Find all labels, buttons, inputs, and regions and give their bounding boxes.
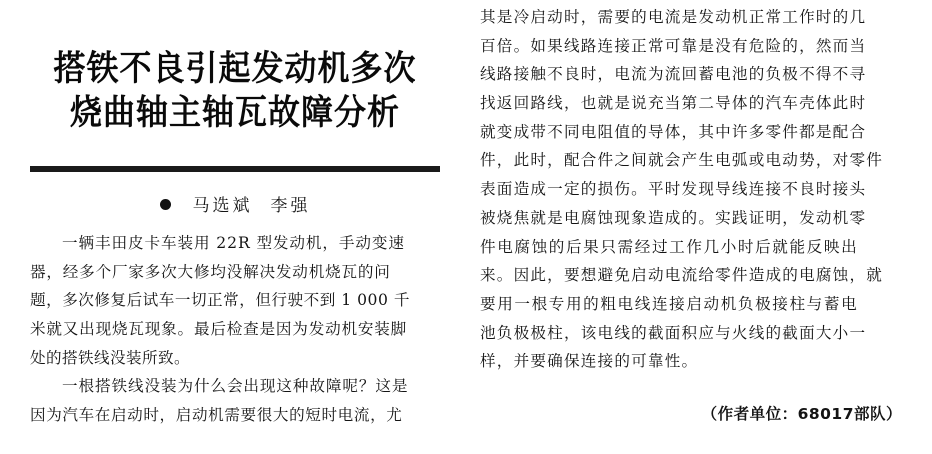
text-line: 表面造成一定的损伤。平时发现导线连接不良时接头: [480, 180, 867, 199]
text-line: 一辆丰田皮卡车装用 22R 型发动机，手动变速: [62, 234, 405, 252]
title-rule: [30, 166, 440, 172]
text-line: 米就又出现烧瓦现象。最后检查是因为发动机安装脚: [30, 320, 408, 339]
author-name: 李强: [270, 196, 311, 216]
text-line: 线路接触不良时，电流为流回蓄电池的负极不得不寻: [480, 65, 867, 84]
author-line: [30, 193, 440, 219]
bullet-icon: [160, 199, 171, 210]
text-line: 百倍。如果线路连接正常可靠是没有危险的，然而当: [480, 36, 867, 55]
text-line: 被烧焦就是电腐蚀现象造成的。实践证明，发动机零: [480, 208, 867, 227]
text-line: 处的搭铁线没装所致。: [30, 348, 190, 367]
left-column: [30, 0, 440, 454]
author-name: 马选斌: [192, 196, 253, 216]
right-body-text: [480, 3, 910, 376]
left-body-text: [30, 229, 440, 430]
text-line: 因为汽车在启动时，启动机需要很大的短时电流，尤: [30, 406, 403, 425]
text-line: 找返回路线，也就是说充当第二导体的汽车壳体此时: [480, 94, 867, 113]
text-line: 池负极极柱，该电线的截面积应与火线的截面大小一: [480, 323, 867, 342]
text-line: 来。因此，要想避免启动电流给零件造成的电腐蚀，就: [480, 266, 884, 285]
text-line: 要用一根专用的粗电线连接启动机负极接柱与蓄电: [480, 294, 859, 313]
text-line: 题，多次修复后试车一切正常，但行驶不到 1 000 千: [30, 291, 410, 310]
right-column: [480, 0, 910, 454]
article-title: [30, 46, 440, 134]
author-affiliation: （作者单位：68017部队）: [701, 405, 902, 423]
text-line: 件电腐蚀的后果只需经过工作几小时后就能反映出: [480, 237, 859, 256]
text-line: 就变成带不同电阻值的导体，其中许多零件都是配合: [480, 122, 867, 141]
text-line: 件，此时，配合件之间就会产生电弧或电动势，对零件: [480, 151, 884, 170]
text-line: 样，并要确保连接的可靠性。: [480, 352, 699, 371]
title-line-2: 烧曲轴主轴瓦故障分析: [69, 91, 400, 133]
text-line: 一根搭铁线没装为什么会出现这种故障呢？这是: [62, 377, 409, 396]
text-line: 其是冷启动时，需要的电流是发动机正常工作时的几: [480, 8, 867, 26]
text-line: 器，经多个厂家多次大修均没解决发动机烧瓦的问: [30, 262, 391, 281]
title-line-1: 搭铁不良引起发动机多次: [53, 47, 417, 89]
